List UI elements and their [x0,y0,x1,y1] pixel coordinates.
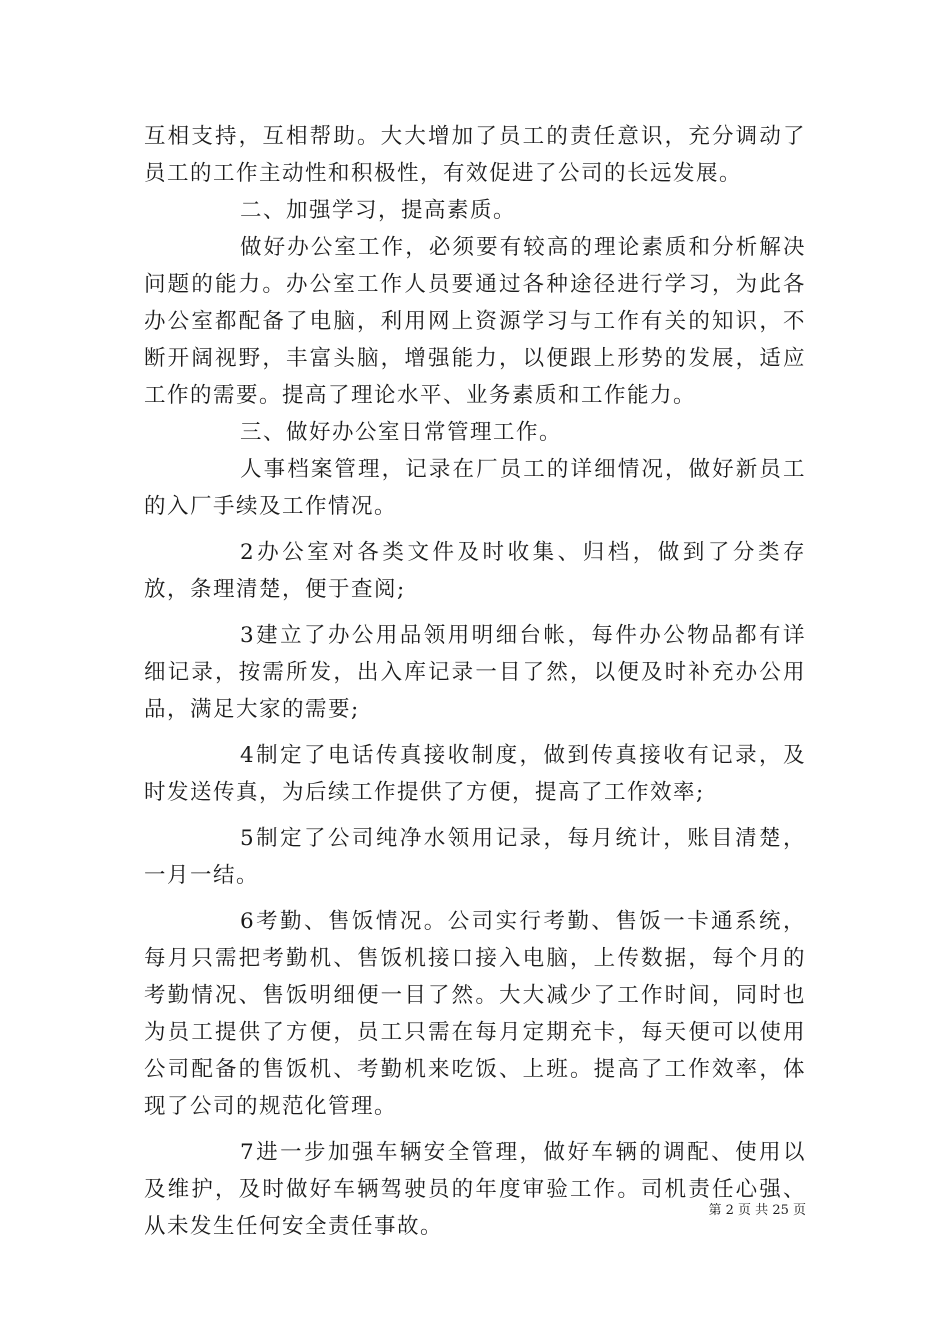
page-number: 第 2 页 共 25 页 [708,1203,806,1218]
paragraph-study: 做好办公室工作，必须要有较高的理论素质和分析解决问题的能力。办公室工作人员要通过各种途径进行学习，为此各办公室都配备了电脑，利用网上资源学习与工作有关的知识，不断开阔视野，丰富头脑，增强能力，以便跟上形势的发展，适应工作的需要。提高了理论水平、业务素质和工作能力。 [144,235,806,408]
list-item-2: 2办公室对各类文件及时收集、归档，做到了分类存放，条理清楚，便于查阅; [144,540,806,602]
list-item-1: 人事档案管理，记录在厂员工的详细情况，做好新员工的入厂手续及工作情况。 [144,457,806,519]
list-item-3: 3建立了办公用品领用明细台帐，每件办公物品都有详细记录，按需所发，出入库记录一目了然，以便及时补充办公用品，满足大家的需要; [144,623,806,722]
list-item-5: 5制定了公司纯净水领用记录，每月统计，账目清楚，一月一结。 [144,826,806,888]
list-item-7: 7进一步加强车辆安全管理，做好车辆的调配、使用以及维护，及时做好车辆驾驶员的年度审验工作。司机责任心强、从未发生任何安全责任事故。 [144,1140,806,1239]
document-body [144,118,806,1245]
section-heading-3: 三、做好办公室日常管理工作。 [240,420,563,445]
list-item-4: 4制定了电话传真接收制度，做到传真接收有记录，及时发送传真，为后续工作提供了方便，提高了工作效率; [144,743,806,805]
section-heading-2: 二、加强学习，提高素质。 [240,198,517,223]
list-item-6: 6考勤、售饭情况。公司实行考勤、售饭一卡通系统，每月只需把考勤机、售饭机接口接入电脑，上传数据，每个月的考勤情况、售饭明细便一目了然。大大减少了工作时间，同时也为员工提供了方便，员工只需在每月定期充卡，每天便可以使用公司配备的售饭机、考勤机来吃饭、上班。提高了工作效率，体现了公司的规范化管理。 [144,909,806,1119]
paragraph-continuation: 互相支持，互相帮助。大大增加了员工的责任意识，充分调动了员工的工作主动性和积极性，有效促进了公司的长远发展。 [144,124,806,186]
